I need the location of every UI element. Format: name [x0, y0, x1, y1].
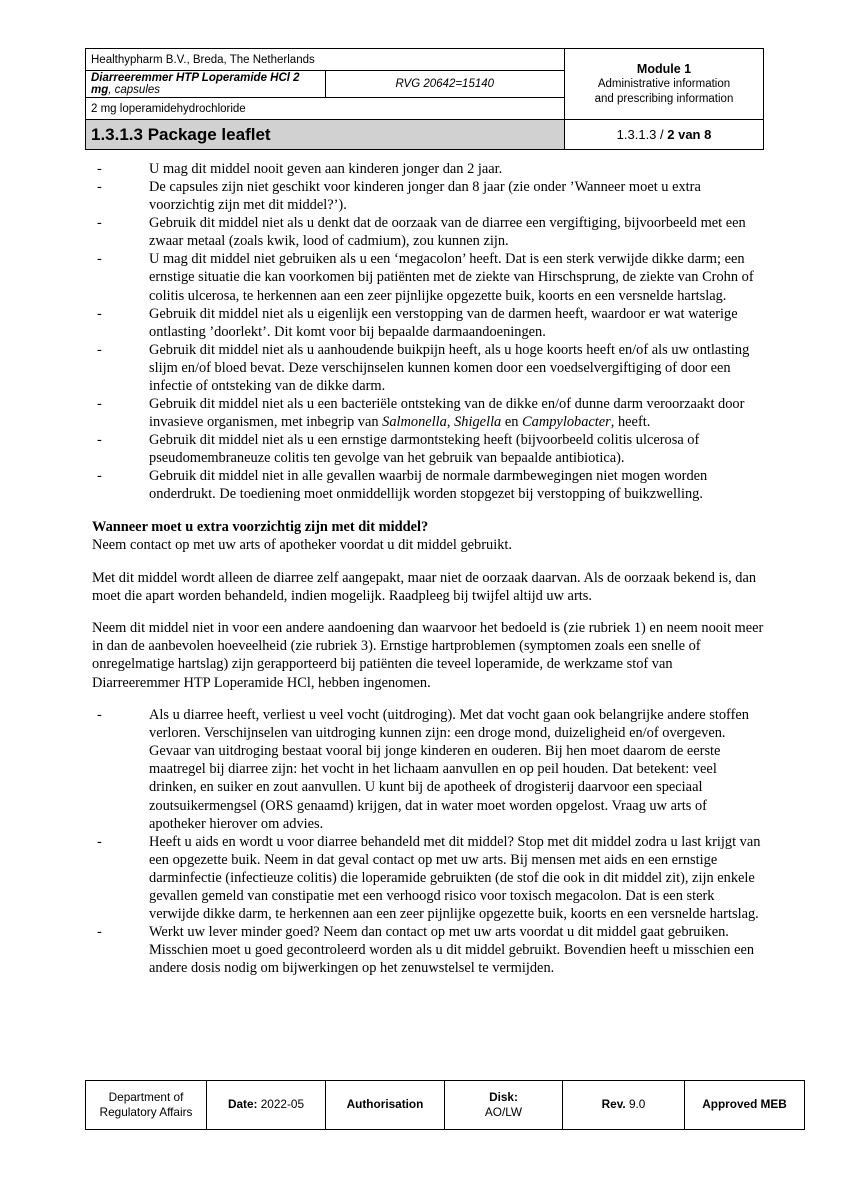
list-item: - Gebruik dit middel niet als u denkt dat de oorzaak van de diarree een vergiftiging, bijvoorbeeld met een zwaar metaal (zoals kwik, lood of cadmium), zou kunnen zijn. [92, 214, 764, 250]
paragraph-dosage-warning: Neem dit middel niet in voor een andere aandoening dan waarvoor het bedoeld is (zie rubriek 1) en neem nooit meer in dan de aanbevolen hoeveelheid (zie rubriek 3). Ernstige hartproblemen (symptomen zoals een snelle of onregelmatige hartslag) zijn gerapporteerd bij patiënten die teveel loperamide, de werkzame stof van Diarreeremmer HTP Loperamide HCl, hebben ingenomen. [92, 620, 764, 691]
header-row-section [86, 120, 764, 150]
section-title-cell: 1.3.1.3 Package leaflet [86, 120, 565, 150]
list-item-bacterial-infection [92, 395, 764, 431]
spacer [92, 692, 764, 707]
rev-label: Rev. [601, 1097, 626, 1112]
company-name-cell: Healthypharm B.V., Breda, The Netherlands [86, 49, 565, 71]
list-item: - Gebruik dit middel niet als u aanhoudende buikpijn heeft, als u hoge koorts heeft en/of als uw ontlasting slijm en/of bloed bevat. Deze verschijnselen kunnen komen door een voedselvergiftiging of door een infectie of ontsteking van de dikke darm. [92, 341, 764, 395]
module-line-2: and prescribing information [594, 93, 734, 105]
list-item-aids: - Heeft u aids en wordt u voor diarree behandeld met dit middel? Stop met dit middel zodra u last krijgt van een opgezette buik. Neem in dat geval contact op met uw arts. Bij mensen met aids en een ernstige darminfectie (infectieuze colitis) die loperamide gebruikten (de stof die ook in dit middel zit), zijn enkele gevallen gemeld van constipatie met een verhoogd risico voor toxisch megacolon. Dat is een sterk verwijde dikke darm, te herkennen aan een zeer pijnlijke opgezette buik, koorts en een versnelde hartslag. [92, 833, 764, 923]
footer-authorisation-cell: Authorisation [326, 1081, 445, 1130]
page-section-label: 1.3.1.3 / [616, 127, 668, 142]
species-salmonella: Salmonella [382, 414, 447, 431]
precautions-list [92, 706, 764, 977]
list-item: - Gebruik dit middel niet in alle gevallen waarbij de normale darmbewegingen niet mogen worden onderdrukt. De toediening moet onmiddellijk worden stopgezet bij verstopping of buikzwelling. [92, 467, 764, 503]
disk-label: Disk: [489, 1089, 518, 1104]
species-separator-1: , [446, 414, 455, 431]
date-value: 2022-05 [257, 1097, 305, 1112]
footer-department-cell [86, 1081, 207, 1130]
page-number-cell [565, 120, 764, 150]
species-separator-2: en [501, 414, 523, 431]
species-shigella: Shigella [454, 414, 502, 431]
heading-extra-caution: Wanneer moet u extra voorzichtig zijn met dit middel? [92, 518, 429, 535]
department-line-2: Regulatory Affairs [99, 1105, 193, 1119]
footer-row [86, 1081, 805, 1130]
dehydration-paragraph-1: Als u diarree heeft, verliest u veel vocht (uitdroging). Met dat vocht gaan ook belangrijke andere stoffen verloren. Verschijnselen van uitdroging kunnen zijn: een droge mond, duizeligheid en/of overgeven. [149, 707, 749, 742]
page-number-value: 2 van 8 [667, 127, 712, 142]
product-name-rest: , capsules [108, 84, 161, 96]
list-item: - U mag dit middel niet gebruiken als u een ‘megacolon’ heeft. Dat is een sterk verwijde dikke darm; een ernstige situatie die kan voorkomen bij patiënten met de ziekte van Hirschsprung, de ziekte van Crohn of colitis ulcerosa, te herkennen aan een zeer pijnlijke opgezette buik, koorts en een versnelde hartslag. [92, 250, 764, 304]
contraindications-list [92, 160, 764, 503]
disk-value: AO/LW [484, 1105, 523, 1119]
department-line-1: Department of [108, 1089, 184, 1104]
bacterial-text-part-1: Gebruik dit middel niet als u een bacteriële ontsteking van de dikke en/of dunne darm veroorzaakt door invasieve organismen, met inbegrip van [149, 396, 745, 431]
spacer [92, 605, 764, 620]
product-name-bold: Diarreeremmer HTP Loperamide HCl 2 mg [91, 72, 300, 96]
rev-value: 9.0 [625, 1097, 646, 1112]
document-body [92, 160, 764, 977]
list-item: - Gebruik dit middel niet als u een ernstige darmontsteking heeft (bijvoorbeeld colitis ulcerosa of pseudomembraneuze colitis ten gevolge van het gebruik van bepaalde antibiotica). [92, 431, 764, 467]
header-row-company [86, 49, 764, 71]
paragraph-treats-symptom-only: Met dit middel wordt alleen de diarree zelf aangepakt, maar niet de oorzaak daarvan. Als de oorzaak bekend is, dan moet die apart worden behandeld, indien mogelijk. Raadpleeg bij twijfel altijd uw arts. [92, 569, 757, 604]
footer-approved-cell: Approved MEB [685, 1081, 805, 1130]
document-header-table [85, 48, 764, 150]
spacer [92, 503, 764, 518]
substance-cell: 2 mg loperamidehydrochloride [86, 98, 565, 120]
list-item: - Gebruik dit middel niet als u eigenlijk een verstopping van de darmen heeft, waardoor er wat waterige ontlasting ’doorlekt’. Dit komt voor bij bepaalde darmaandoeningen. [92, 305, 764, 341]
spacer [92, 554, 764, 569]
species-campylobacter: Campylobacter [522, 414, 611, 431]
date-label: Date: [227, 1097, 258, 1112]
product-name-cell [86, 71, 326, 98]
paragraph-contact-doctor: Neem contact op met uw arts of apotheker voordat u dit middel gebruikt. [92, 537, 513, 554]
footer-revision-cell [563, 1081, 685, 1130]
list-item: - U mag dit middel nooit geven aan kinderen jonger dan 2 jaar. [92, 160, 764, 178]
dehydration-paragraph-2: Gevaar van uitdroging bestaat vooral bij jonge kinderen en ouderen. Bij hen moet daarom de eerste maatregel bij diarree zijn: het vocht in het lichaam aanvullen en op peil houden. Dat betekent: veel drinken, en suiker en zout aanvullen. U kunt bij de apotheek of drogisterij daarvoor een speciaal zoutsuikermengsel (ORS genaamd) krijgen, dat in water moet worden opgelost. Vraag uw arts of apotheker hierover om advies. [149, 743, 721, 832]
bacterial-text-part-2: , heeft. [610, 414, 651, 431]
footer-date-cell [207, 1081, 326, 1130]
module-title: Module 1 [636, 62, 692, 77]
list-item: - De capsules zijn niet geschikt voor kinderen jonger dan 8 jaar (zie onder ’Wanneer moet u extra voorzichtig zijn met dit middel?’). [92, 178, 764, 214]
module-line-1: Administrative information [597, 78, 731, 91]
document-page [85, 0, 787, 1200]
list-item-dehydration [92, 706, 764, 833]
footer-disk-cell [445, 1081, 563, 1130]
list-item-liver: - Werkt uw lever minder goed? Neem dan contact op met uw arts voordat u dit middel gaat gebruiken. Misschien moet u goed gecontroleerd worden als u dit middel gebruikt. Bovendien heeft u misschien een andere dosis nodig om bijwerkingen op het zenuwstelsel te vermijden. [92, 923, 764, 977]
document-footer-table [85, 1080, 805, 1130]
rvg-number-cell: RVG 20642=15140 [325, 71, 565, 98]
module-info-cell [565, 49, 764, 120]
